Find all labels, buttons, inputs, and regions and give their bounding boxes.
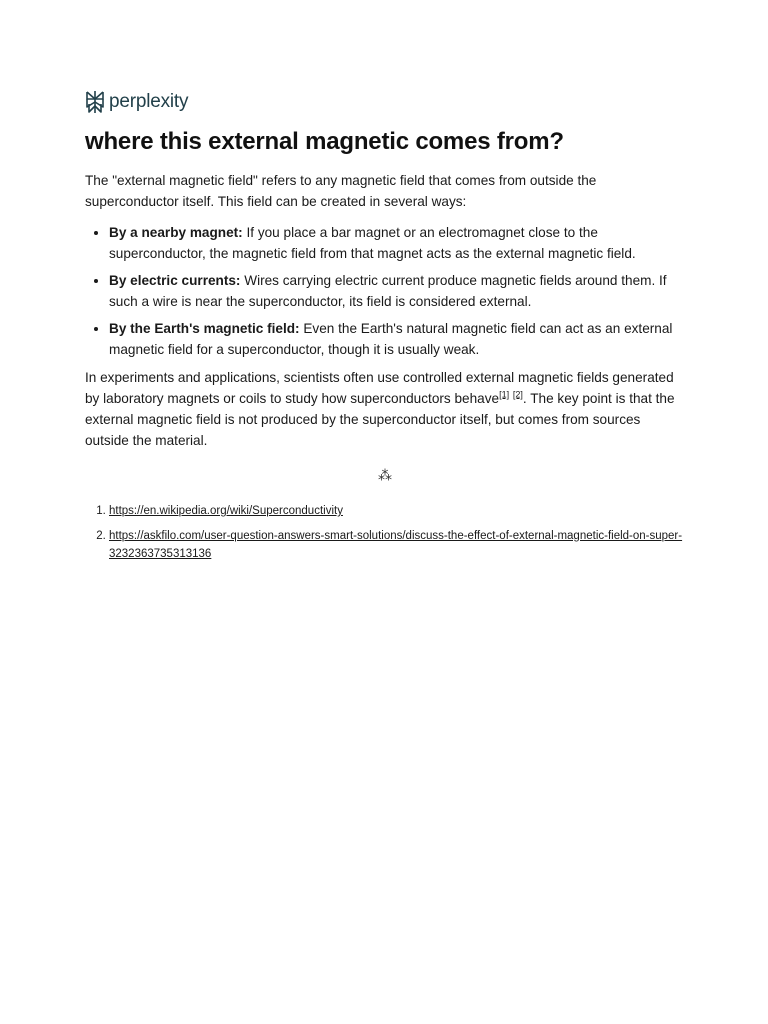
reference-item [109,502,685,520]
citation [513,389,523,399]
reference-link[interactable]: https://askfilo.com/user-question-answers-smart-solutions/discuss-the-effect-of-external-magnetic-field-on-super-3232363735313136 [109,530,683,560]
list-item [109,318,685,360]
brand-logo [85,90,188,114]
conclusion-text: In experiments and applications, scientists often use controlled external magnetic fields generated by laboratory magnets or coils to study how superconductors behave [85,370,674,406]
list-item-text: Wires carrying electric current produce magnetic fields around them. If such a wire is near the superconductor, its field is considered external. [109,273,667,309]
section-divider: ⁂ [378,467,392,483]
list-item [109,270,685,312]
list-item-text: Even the Earth's natural magnetic field can act as an external magnetic field for a superconductor, though it is usually weak. [109,321,673,357]
conclusion-paragraph [85,367,685,451]
list-item [109,222,685,264]
source-list [85,222,685,360]
list-item-term: By the Earth's magnetic field: [109,321,300,336]
citation [499,389,509,399]
brand-name: perplexity [109,91,189,112]
citation-link-1[interactable]: [1] [499,389,510,400]
list-item-term: By electric currents: [109,273,241,288]
list-item-text: If you place a bar magnet or an electromagnet close to the superconductor, the magnetic field from that magnet acts as the external magnetic field. [109,225,636,261]
perplexity-logo-icon [85,90,105,114]
reference-item [109,527,685,563]
references-list [85,502,685,563]
citation-link-2[interactable]: [2] [512,389,523,400]
page-title: where this external magnetic comes from? [85,128,564,155]
list-item-term: By a nearby magnet: [109,225,243,240]
answer-body [85,170,685,570]
intro-paragraph: The "external magnetic field" refers to any magnetic field that comes from outside the superconductor itself. This field can be created in several ways: [85,173,597,209]
reference-link[interactable]: https://en.wikipedia.org/wiki/Superconductivity [109,505,343,517]
conclusion-text-end: . The key point is that the external magnetic field is not produced by the superconductor itself, but comes from sources outside the material. [85,391,675,448]
